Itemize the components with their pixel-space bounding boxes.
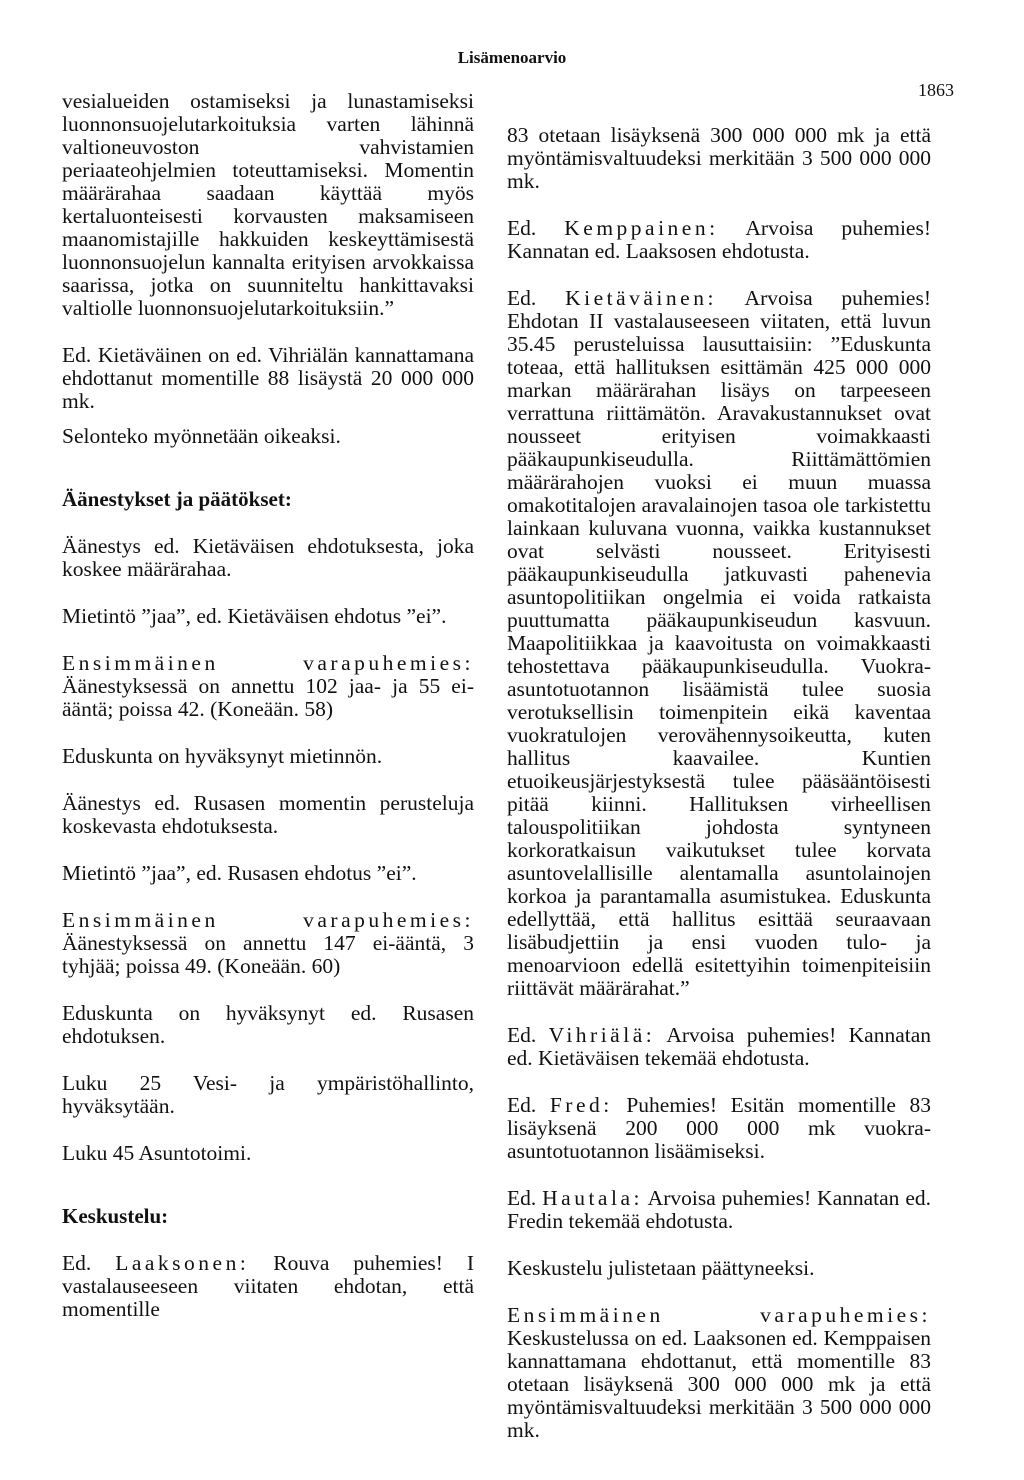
speech-prefix: Ed. (507, 286, 566, 310)
speaker-name: Laaksonen: (115, 1251, 250, 1275)
paragraph: Eduskunta on hyväksynyt ed. Rusasen ehdotuksen. (62, 1001, 474, 1048)
right-column (507, 124, 931, 1466)
speech-text: Arvoisa puhemies! Kannatan ed. Kietäväisen tekemää ehdotusta. (507, 1023, 931, 1070)
speaker-name: Ensimmäinen varapuhemies: (62, 908, 474, 932)
paragraph: Eduskunta on hyväksynyt mietinnön. (62, 744, 383, 768)
speech-text: Puhemies! Esitän momentille 83 lisäyksenä 200 000 000 mk vuokra-asuntotuotannon lisäämiseksi. (507, 1093, 931, 1163)
paragraph (62, 652, 474, 721)
paragraph (507, 1187, 931, 1233)
section-heading-discussion: Keskustelu: (62, 1204, 169, 1228)
speech-prefix: Ed. (62, 1251, 116, 1275)
speech-text: Keskustelussa on ed. Laaksonen ed. Kemppaisen kannattamana ehdottanut, että momentille 83 otetaan lisäyksenä 300 000 000 mk ja että myöntämisvaltuudeksi merkitään 3 500 000 000 mk. (507, 1326, 931, 1442)
speech-prefix: Ed. (507, 1093, 550, 1117)
speech-text: Äänestyksessä on annettu 147 ei-ääntä, 3 tyhjää; poissa 49. (Koneään. 60) (62, 931, 474, 978)
speaker-name: Hautala: (542, 1186, 643, 1210)
section-heading-votes: Äänestykset ja päätökset: (62, 487, 292, 511)
speech-text: Arvoisa puhemies! Ehdotan II vastalauseeseen viitaten, että luvun 35.45 perusteluissa lausuttaisiin: ”Eduskunta toteaa, että hallituksen esittämän 425 000 000 markan määrärahan lisäys on tarpeeseen verrattuna riittämätön. Aravakustannukset ovat nousseet erityisen voimakkaasti pääkaupunkiseudulla. Riittämättömien määrärahojen vuoksi ei muun muassa omakotitalojen aravalainojen tasoa ole tarkistettu lainkaan kuluvana vuonna, vaikka kustannukset ovat selvästi nousseet. Erityisesti pääkaupunkiseudulla jatkuvasti pahenevia asuntopolitiikan ongelmia ei voida ratkaista puuttumatta pääkaupunkiseudun kasvuun. Maapolitiikkaa ja kaavoitusta on voimakkaasti tehostettava pääkaupunkiseudulla. Vuokra-asuntotuotannon lisäämistä tulee suosia verotuksellisin toimenpitein eikä kaventaa vuokratulojen verovähennysoikeutta, kuten hallitus kaavailee. Kuntien etuoikeusjärjestyksestä tulee pääsääntöisesti pitää kiinni. Hallituksen virheellisen talouspolitiikan johdosta syntyneen korkoratkaisun vaikutukset tulee korvata asuntovelallisille alentamalla asuntolainojen korkoa ja parantamalla asumistukea. Eduskunta edellyttää, että hallitus esittää seuraavaan lisäbudjettiin ja ensi vuoden tulo- ja menoarvioon edellä esitettyihin toimenpiteisiin riittävät määrärahat.” (507, 286, 931, 1000)
paragraph: Selonteko myönnetään oikeaksi. (62, 424, 341, 448)
paragraph (62, 1252, 474, 1321)
speech-text: Arvoisa puhemies! Kannatan ed. Fredin tekemää ehdotusta. (507, 1186, 931, 1233)
speaker-name: Ensimmäinen varapuhemies: (62, 651, 474, 675)
paragraph: Luku 45 Asuntotoimi. (62, 1141, 252, 1165)
speaker-name: Fred: (549, 1093, 613, 1117)
speaker-name: Vihriälä: (548, 1023, 656, 1047)
speaker-name: Ensimmäinen varapuhemies: (507, 1303, 931, 1327)
paragraph: Mietintö ”jaa”, ed. Kietäväisen ehdotus ”ei”. (62, 604, 447, 628)
speech-prefix: Ed. (507, 1186, 543, 1210)
speech-text: Arvoisa puhemies! Kannatan ed. Laaksosen ehdotusta. (507, 216, 931, 263)
paragraph: Äänestys ed. Rusasen momentin perusteluja koskevasta ehdotuksesta. (62, 791, 474, 838)
paragraph: 83 otetaan lisäyksenä 300 000 000 mk ja että myöntämisvaltuudeksi merkitään 3 500 000 000 mk. (507, 123, 931, 193)
paragraph: Ed. Kietäväinen on ed. Vihriälän kannattamana ehdottanut momentille 88 lisäystä 20 000 000 mk. (62, 343, 474, 413)
left-column (62, 90, 474, 1345)
paragraph: Luku 25 Vesi- ja ympäristöhallinto, hyväksytään. (62, 1071, 474, 1118)
paragraph: Keskustelu julistetaan päättyneeksi. (507, 1256, 815, 1280)
speaker-name: Kietäväinen: (565, 286, 717, 310)
speech-text: Rouva puhemies! I vastalauseeseen viitaten ehdotan, että momentille (62, 1251, 474, 1321)
paragraph (507, 1094, 931, 1163)
speech-text: Äänestyksessä on annettu 102 jaa- ja 55 ei-ääntä; poissa 42. (Koneään. 58) (62, 674, 474, 721)
paragraph: vesialueiden ostamiseksi ja lunastamiseksi luonnonsuojelutarkoituksia varten lähinnä valtioneuvoston vahvistamien periaateohjelmien toteuttamiseksi. Momentin määrärahaa saadaan käyttää myös kertaluonteisesti korvausten maksamiseen maanomistajille hakkuiden keskeyttämisestä luonnonsuojelun kannalta erityisen arvokkaissa saarissa, jotka on suunniteltu hankittavaksi valtiolle luonnonsuojelutarkoituksiin.” (62, 89, 474, 320)
running-header-title: Lisämenoarvio (457, 48, 567, 67)
paragraph (507, 1024, 931, 1070)
paragraph: Mietintö ”jaa”, ed. Rusasen ehdotus ”ei”. (62, 861, 417, 885)
paragraph (507, 217, 931, 263)
speech-prefix: Ed. (507, 1023, 549, 1047)
speech-prefix: Ed. (507, 216, 565, 240)
speaker-name: Kemppainen: (564, 216, 719, 240)
paragraph (62, 909, 474, 978)
paragraph (507, 287, 931, 1000)
paragraph: Äänestys ed. Kietäväisen ehdotuksesta, joka koskee määrärahaa. (62, 534, 474, 581)
page-number: 1863 (918, 80, 954, 100)
paragraph (507, 1304, 931, 1442)
